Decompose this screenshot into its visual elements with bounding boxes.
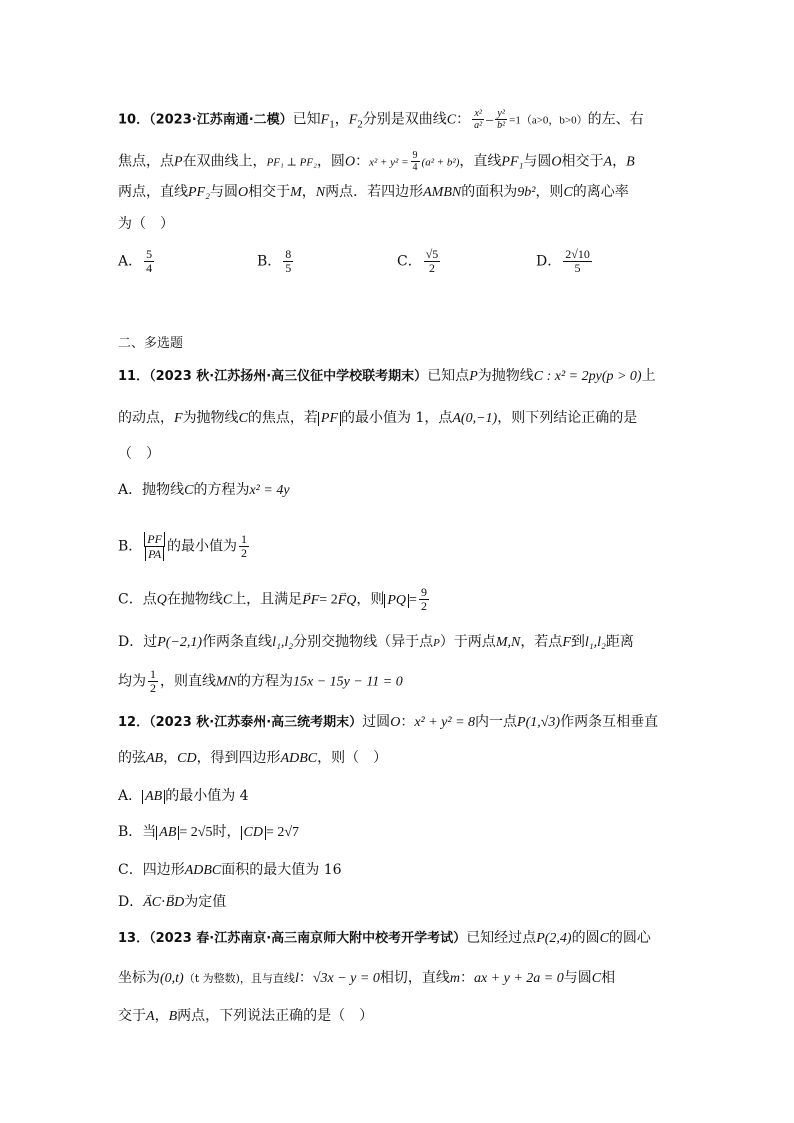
q10-line-3: 两点，直线PF₂与圆O相交于M，N两点．若四边形AMBN的面积为9b²，则C的离心率: [118, 184, 629, 200]
q11-line-3: （ ）: [118, 446, 160, 462]
q13-line-2: 坐标为(0,t)（t 为整数)，且与直线l：√3x − y = 0相切，直线m：ax + y + 2a = 0与圆C相: [118, 970, 616, 986]
q12-option-a[interactable]: A． AB 的最小值为 4: [118, 788, 249, 804]
q12-option-c[interactable]: C．四边形ADBC面积的最大值为 16: [118, 862, 342, 878]
q11-line-1: 11．（2023 秋·江苏扬州·高三仪征中学校联考期末）已知点P为抛物线C : x² = 2py(p > 0)上: [118, 368, 656, 384]
q13-number: 13．: [118, 931, 150, 946]
q10-source: （2023·江苏南通·二模）: [149, 112, 293, 128]
q11-source: （2023 秋·江苏扬州·高三仪征中学校联考期末）: [149, 369, 428, 384]
q13-line-3: 交于A，B两点，下列说法正确的是（ ）: [118, 1008, 374, 1024]
q10-option-b[interactable]: B． $\frac{8}{5}$: [257, 247, 292, 275]
q11-option-d[interactable]: D．过P(−2,1)作两条直线l₁,l₂分别交抛物线（异于点P）于两点M,N，若点F到l₁,l₂距离: [118, 634, 634, 650]
q11-number: 11．: [118, 369, 150, 384]
q10-option-c[interactable]: C． $\frac{√5}{2}$: [397, 247, 439, 275]
circle-frac: $\frac{9}{4}$: [412, 150, 418, 173]
hyperbola-frac-y: $\frac{\text{y²}}{\text{b²}}$: [497, 108, 506, 131]
q10-line-2: 焦点，点P在双曲线上，PF₁ ⊥ PF₂，圆O：x² + y² = $\frac{9}{4}$ (a² + b²)，直线PF₁与圆O相交于A，B: [118, 150, 635, 173]
q12-source: （2023 秋·江苏泰州·高三统考期末）: [149, 715, 363, 730]
q13-source: （2023 春·江苏南京·高三南京师大附中校考开学考试）: [149, 931, 467, 946]
q12-line-1: 12．（2023 秋·江苏泰州·高三统考期末）过圆O：x² + y² = 8内一点P(1,√3)作两条互相垂直: [118, 714, 659, 730]
q11-option-d-cont: 均为 $\frac{1}{2}$ ，则直线MN的方程为15x − 15y − 11 = 0: [118, 667, 403, 695]
q11-option-a[interactable]: A．抛物线C的方程为x² = 4y: [118, 482, 290, 498]
q12-option-b[interactable]: B．当 AB = 2√5时， CD = 2√7: [118, 824, 300, 840]
q12-line-2: 的弦AB，CD，得到四边形ADBC，则（ ）: [118, 750, 388, 766]
q12-number: 12．: [118, 715, 150, 730]
section-heading: 二、多选题: [118, 336, 184, 351]
q10-option-d[interactable]: D． $\frac{2√10}{5}$: [536, 247, 590, 275]
q13-line-1: 13．（2023 春·江苏南京·高三南京师大附中校考开学考试）已知经过点P(2,4)的圆C的圆心: [118, 930, 651, 946]
q10-line-1: 10．（2023·江苏南通·二模）已知$F_1$，$F_2$分别是双曲线C： $\frac{\text{x²}}{\text{a²}}$ – $\frac{\text{y²}}{\text{b²}}$ =1（a>0，b>0）的左、右: [118, 108, 644, 131]
q10-number: 10．: [118, 112, 150, 128]
q11-option-b[interactable]: B． $\frac{PF}{PA}$ 的最小值为 $\frac{1}{2}$: [118, 532, 247, 561]
q10-line-4: 为（ ）: [118, 216, 174, 232]
q10-option-a[interactable]: A． $\frac{5}{4}$: [118, 247, 153, 275]
q11-line-2: 的动点，F为抛物线C的焦点，若 PF 的最小值为 1，点A(0,−1)，则下列结论正确的是: [118, 410, 638, 426]
q12-option-d[interactable]: D．→ AC·→ BD为定值: [118, 892, 226, 913]
q11-option-c[interactable]: C．点Q在抛物线C上，且满足→ PF= 2→ FQ，则 PQ = $\frac{9}{2}$: [118, 586, 431, 613]
hyperbola-frac-x: $\frac{\text{x²}}{\text{a²}}$: [474, 108, 483, 131]
